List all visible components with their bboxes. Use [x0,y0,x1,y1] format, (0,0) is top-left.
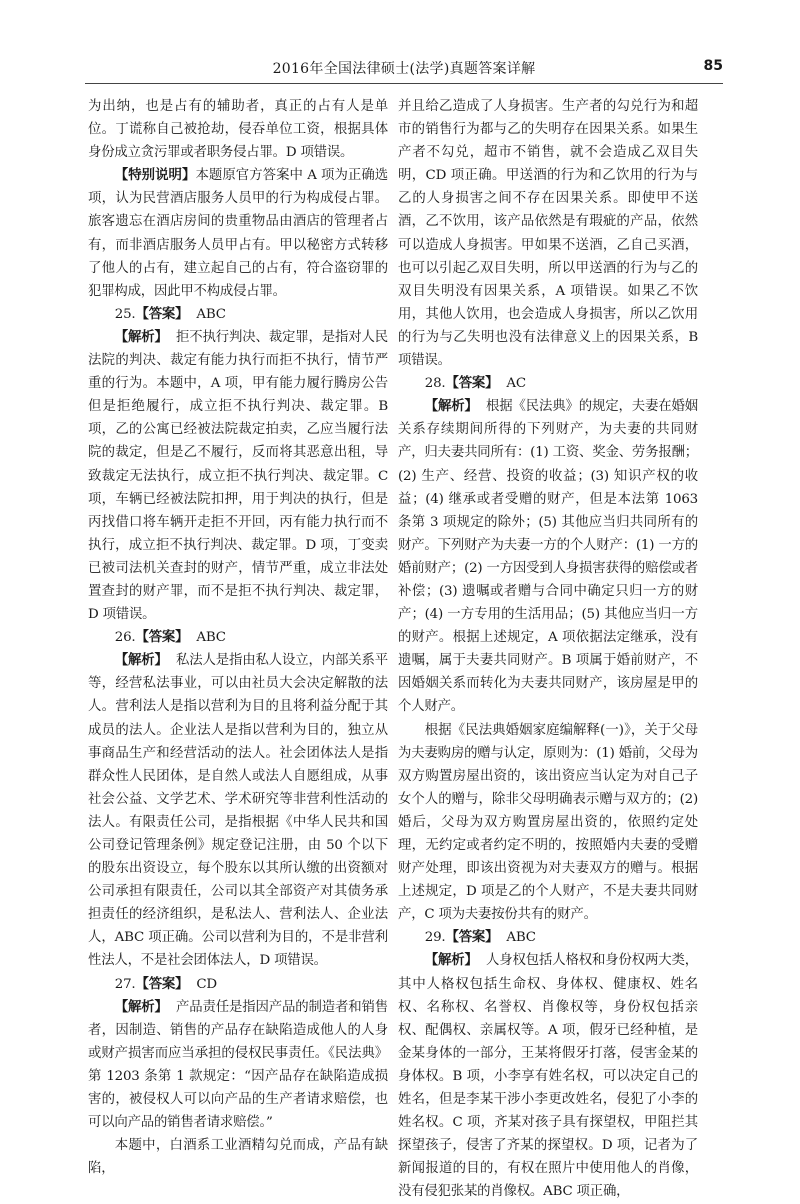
note-label: 【特别说明】 [114,167,196,184]
answer-value: ABC [196,630,226,646]
answer-value: ABC [506,930,536,946]
note-text: 本题原官方答案中 A 项为正确选项，认为民营酒店服务人员甲的行为构成侵占罪。旅客遗忘在酒店房间的贵重物品由酒店的管理者占有，而非酒店服务人员甲占有。甲以秘密方式转移了他人的占有，建立起自己的占有，符合盗窃罪的犯罪构成，因此甲不构成侵占罪。 [88,168,388,299]
explanation-label: 【解析】 [114,998,168,1015]
question-number: 26. [114,630,136,646]
header-rule [85,83,723,84]
answer-28 [398,372,698,395]
explanation-text: 人身权包括人格权和身份权两大类，其中人格权包括生命权、身体权、健康权、姓名权、名称权、名誉权、肖像权等，身份权包括亲权、配偶权、亲属权等。A 项，假牙已经种植，是金某身体的一部分，王某将假牙打落，侵害金某的身体权。B 项，小李享有姓名权，可以决定自己的姓名，但是李某干涉小李更改姓名，侵犯了小李的姓名权。C 项，齐某对孩子具有探望权，甲阻拦其探望孩子，侵害了齐某的探望权。D 项，记者为了新闻报道的目的，有权在照片中使用他人的肖像，没有侵犯张某的肖像权。ABC 项正确， [398,953,698,1200]
answer-26 [88,626,388,649]
paragraph: 为出纳，也是占有的辅助者，真正的占有人是单位。丁谎称自己被抢劫，侵吞单位工资，根据具体身份成立贪污罪或者职务侵占罪。D 项错误。 [88,99,388,161]
header-title: 2016年全国法律硕士(法学)真题答案详解 [272,61,536,77]
explanation-26 [88,649,388,972]
question-number: 28. [424,376,446,392]
explanation-label: 【解析】 [114,652,168,669]
answer-label: 【答案】 [445,929,499,946]
explanation-text: 拒不执行判决、裁定罪，是指对人民法院的判决、裁定有能力执行而拒不执行，情节严重的行为。本题中，A 项，甲有能力履行腾房公告但是拒绝履行，成立拒不执行判决、裁定罪。B 项，乙的公寓已经被法院裁定拍卖，乙应当履行法院的裁定，但是乙不履行，反而将其恶意出租，导致裁定无法执行，成立拒不执行判决、裁定罪。C 项，车辆已经被法院扣押，用于判决的执行，但是丙找借口将车辆开走拒不开回，丙有能力执行而不执行，成立拒不执行判决、裁定罪。D 项，丁变卖已被司法机关查封的财产，情节严重，成立非法处置查封的财产罪，而不是拒不执行判决、裁定罪，D 项错误。 [88,329,388,623]
paragraph: 根据《民法典婚姻家庭编解释(一)》，关于父母为夫妻购房的赠与认定，原则为：(1) 婚前，父母为双方购置房屋出资的，该出资应当认定为对自己子女个人的赠与，除非父母明确表示赠与双方的；(2) 婚后，父母为双方购置房屋出资的，依照约定处理，无约定或者约定不明的，按照婚内夫妻的受赠财产处理，即该出资视为对夫妻双方的赠与。根据上述规定，D 项是乙的个人财产，不是夫妻共同财产，C 项为夫妻按份共有的财产。 [398,722,698,923]
left-column [88,95,388,1180]
question-number: 25. [114,306,136,322]
paragraph: 并且给乙造成了人身损害。生产者的勾兑行为和超市的销售行为都与乙的失明存在因果关系。如果生产者不勾兑，超市不销售，就不会造成乙双目失明，CD 项正确。甲送酒的行为和乙饮用的行为与乙的人身损害之间不存在因果关系。即使甲不送酒，乙不饮用，该产品依然是有瑕疵的产品，依然可以造成人身损害。甲如果不送酒，乙自己买酒，也可以引起乙双目失明，所以甲送酒的行为与乙的双目失明没有因果关系，A 项错误。如果乙不饮用，其他人饮用，也会造成人身损害，所以乙饮用的行为与乙失明也没有法律意义上的因果关系，B 项错误。 [398,99,698,369]
explanation-27 [88,996,388,1135]
explanation-label: 【解析】 [424,398,478,415]
special-note [88,164,388,303]
explanation-25 [88,326,388,626]
paragraph: 本题中，白酒系工业酒精勾兑而成，产品有缺陷， [88,1138,388,1177]
answer-29 [398,926,698,949]
answer-value: ABC [196,306,226,322]
explanation-29 [398,949,698,1203]
page-number: 85 [703,58,723,74]
answer-label: 【答案】 [135,975,189,992]
explanation-label: 【解析】 [424,952,478,969]
answer-value: CD [196,976,217,992]
answer-label: 【答案】 [135,305,189,322]
question-number: 27. [114,976,136,992]
explanation-label: 【解析】 [114,328,168,345]
answer-label: 【答案】 [135,629,189,646]
answer-25 [88,303,388,326]
answer-label: 【答案】 [445,375,499,392]
right-column [398,95,698,1204]
question-number: 29. [424,930,446,946]
answer-value: AC [506,376,526,392]
explanation-28 [398,395,698,718]
answer-27 [88,973,388,996]
explanation-text: 私法人是指由私人设立，内部关系平等，经营私法事业，可以由社员大会决定解散的法人。营利法人是指以营利为目的且将利益分配于其成员的法人。企业法人是指以营利为目的，独立从事商品生产和经营活动的法人。社会团体法人是指群众性人民团体，是自然人或法人自愿组成，从事社会公益、文学艺术、学术研究等非营利性活动的法人。有限责任公司，是指根据《中华人民共和国公司登记管理条例》规定登记注册，由 50 个以下的股东出资设立，每个股东以其所认缴的出资额对公司承担有限责任，公司以其全部资产对其债务承担责任的经济组织，是私法人、营利法人、企业法人，ABC 项正确。公司以营利为目的，不是非营利性法人，不是社会团体法人，D 项错误。 [88,653,388,969]
explanation-text: 根据《民法典》的规定，夫妻在婚姻关系存续期间所得的下列财产，为夫妻的共同财产，归夫妻共同所有：(1) 工资、奖金、劳务报酬；(2) 生产、经营、投资的收益；(3) 知识产权的收益；(4) 继承或者受赠的财产，但是本法第 1063 条第 3 项规定的除外；(5) 其他应当归共同所有的财产。下列财产为夫妻一方的个人财产：(1) 一方的婚前财产；(2) 一方因受到人身损害获得的赔偿或者补偿；(3) 遗嘱或者赠与合同中确定只归一方的财产；(4) 一方专用的生活用品；(5) 其他应当归一方的财产。根据上述规定，A 项依据法定继承，没有遗嘱，属于夫妻共同财产。B 项属于婚前财产，不因婚姻关系而转化为夫妻共同财产，该房屋是甲的个人财产。 [398,399,698,715]
running-header [85,58,723,82]
explanation-text: 产品责任是指因产品的制造者和销售者，因制造、销售的产品存在缺陷造成他人的人身或财产损害而应当承担的侵权民事责任。《民法典》第 1203 条第 1 款规定：“因产品存在缺陷造成损害的，被侵权人可以向产品的生产者请求赔偿，也可以向产品的销售者请求赔偿。” [88,999,388,1131]
